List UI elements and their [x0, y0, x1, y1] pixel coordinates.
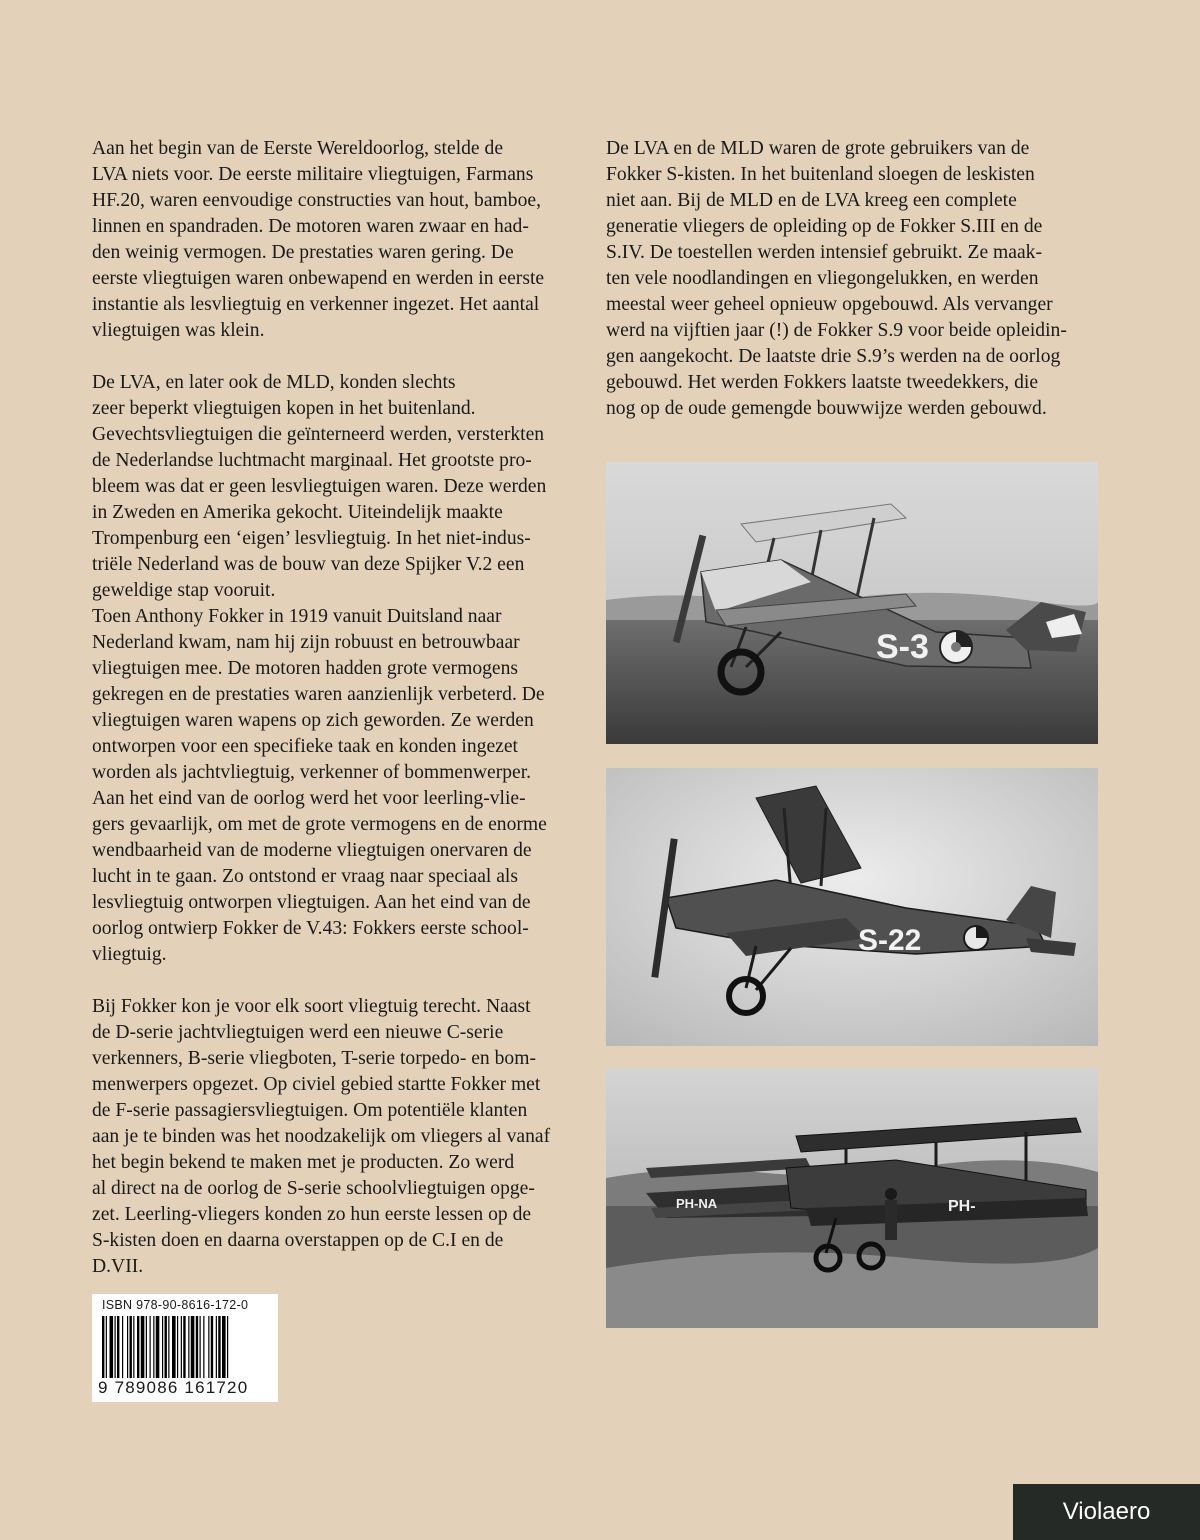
barcode-digits: 9 789086 161720 — [98, 1378, 249, 1397]
aircraft-marking-ph-na: PH-NA — [676, 1196, 718, 1211]
left-text-column — [92, 136, 562, 1280]
paragraph-fokker-series: Bij Fokker kon je voor elk soort vliegtuig terecht. Naast de D-serie jachtvliegtuigen werd een nieuwe C-serie verkenners, B-serie vliegboten, T-serie torpedo- en bom- menwerpers opgezet. Op civiel gebied startte Fokker met de F-serie passagiersvliegtuigen. Om potentiële klanten aan je te binden was het noodzakelijk om vliegers al vanaf het begin bekend te maken met je producten. Zo werd al direct na de oorlog de S-serie schoolvliegtuigen opge- zet. Leerling-vliegers konden zo hun eerste lessen op de S-kisten doen en daarna overstappen op de C.I en de D.VII. — [92, 996, 551, 1277]
barcode-icon — [102, 1316, 268, 1378]
photo-fokker-s22-in-flight — [606, 768, 1098, 1046]
paragraph-anthony-fokker: Toen Anthony Fokker in 1919 vanuit Duitsland naar Nederland kwam, nam hij zijn robuust en betrouwbaar vliegtuigen mee. De motoren hadden grote vermogens gekregen en de prestaties waren aanzienlijk verbeterd. De vliegtuigen waren wapens op zich geworden. Ze werden ontworpen voor een specifieke taak en konden ingezet worden als jachtvliegtuig, verkenner of bommenwerper. Aan het eind van de oorlog werd het voor leerling-vlie- gers gevaarlijk, om met de grote vermogens en de enorme wendbaarheid van de moderne vliegtuigen onervaren de lucht in te gaan. Zo ontstond er vraag naar speciaal als lesvliegtuig ontworpen vliegtuigen. Aan het eind van de oorlog ontwierp Fokker de V.43: Fokkers eerste school- vliegtuig. — [92, 606, 547, 965]
isbn-barcode — [92, 1294, 278, 1402]
aircraft-marking-s3: S-3 — [876, 628, 929, 666]
right-text-column — [606, 136, 1106, 422]
paragraph-lva-mld-purchases: De LVA, en later ook de MLD, konden slechts zeer beperkt vliegtuigen kopen in het buitenland. Gevechtsvliegtuigen die geïnterneerd werden, versterkten de Nederlandse luchtmacht marginaal. Het grootste pro- bleem was dat er geen lesvliegtuigen waren. Deze werden in Zweden en Amerika gekocht. Uiteindelijk maakte Trompenburg een ‘eigen’ lesvliegtuig. In het niet-indus- triële Nederland was de bouw van deze Spijker V.2 een geweldige stap vooruit. — [92, 372, 547, 601]
photo-fokker-s3-on-ground — [606, 462, 1098, 744]
aircraft-marking-ph: PH- — [948, 1198, 976, 1215]
paragraph-s-kisten: De LVA en de MLD waren de grote gebruikers van de Fokker S-kisten. In het buitenland sloegen de leskisten niet aan. Bij de MLD en de LVA kreeg een complete generatie vliegers de opleiding op de Fokker S.III en de S.IV. De toestellen werden intensief gebruikt. Ze maak- ten vele noodlandingen en vliegongelukken, en werden meestal weer geheel opnieuw opgebouwd. Als vervanger werd na vijftien jaar (!) de Fokker S.9 voor beide opleidin- gen aangekocht. De laatste drie S.9’s werden na de oorlog gebouwd. Het werden Fokkers laatste tweedekkers, die nog op de oude gemengde bouwwijze werden gebouwd. — [606, 138, 1067, 419]
aircraft-marking-s22: S-22 — [858, 924, 922, 957]
publisher-logo: Violaero — [1013, 1484, 1200, 1540]
isbn-label: ISBN 978-90-8616-172-0 — [102, 1298, 249, 1312]
paragraph-lva-beginnings: Aan het begin van de Eerste Wereldoorlog, stelde de LVA niets voor. De eerste militaire vliegtuigen, Farmans HF.20, waren eenvoudige constructies van hout, bamboe, linnen en spandraden. De motoren waren zwaar en had- den weinig vermogen. De prestaties waren gering. De eerste vliegtuigen waren onbewapend en werden in eerste instantie als lesvliegtuig en verkenner ingezet. Het aantal vliegtuigen was klein. — [92, 138, 545, 341]
photo-two-biplanes-airfield — [606, 1068, 1098, 1328]
